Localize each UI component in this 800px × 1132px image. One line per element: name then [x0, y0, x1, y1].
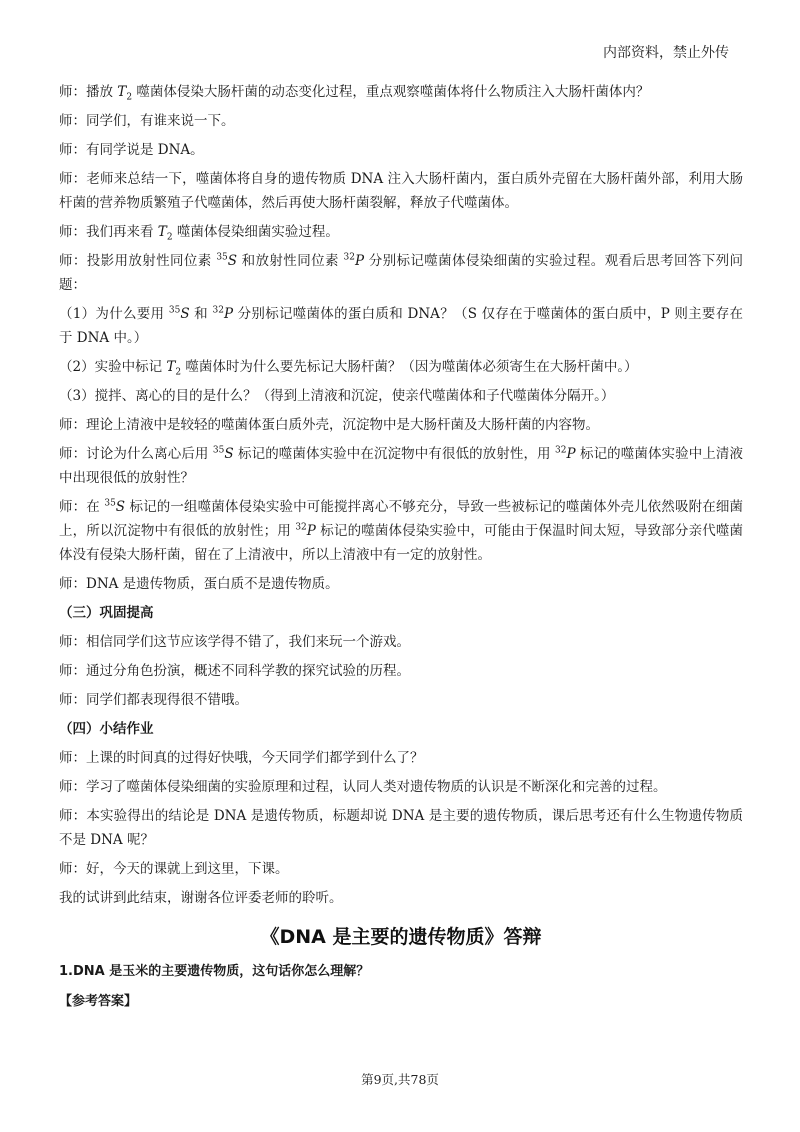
text-run: 分别标记噬菌体的蛋白质和 DNA？（S 仅存在于噬菌体的蛋白质中，P 则主要存在于 DNA 中。）: [59, 306, 743, 346]
paragraph-9: [59, 493, 743, 570]
superscript: 35: [212, 445, 225, 456]
superscript: 35: [168, 305, 181, 316]
text-run: 标记的噬菌体实验中上清液中出现很低的放射性？: [59, 446, 744, 486]
section3-line: 师：通过分角色扮演，概述不同科学教的探究试验的历程。: [59, 663, 410, 679]
text-run: 师：投影用放射性同位素: [59, 253, 217, 269]
italic-symbol: P: [354, 253, 365, 269]
paragraph-5: [59, 218, 743, 247]
section4-line: 师：好，今天的课就上到这里，下课。: [59, 861, 289, 877]
paragraph-1: [59, 78, 743, 107]
section3-line: 师：同学们都表现得很不错哦。: [59, 692, 248, 708]
section4-line: 师：上课的时间真的过得好快哦，今天同学们都学到什么了？: [59, 750, 424, 766]
superscript: 32: [555, 445, 567, 456]
text-run: 师：讨论为什么离心后用: [59, 446, 213, 462]
text-run: 噬菌体侵染大肠杆菌的动态变化过程，重点观察噬菌体将什么物质注入大肠杆菌体内？: [132, 84, 650, 100]
text-run: 噬菌体时为什么要先标记大肠杆菌？（因为噬菌体必须寄生在大肠杆菌中。）: [181, 359, 638, 375]
section4-line: 我的试讲到此结束，谢谢各位评委老师的聆听。: [59, 890, 343, 906]
text-run: 标记的噬菌体侵染实验中，可能由于保温时间太短，导致部分亲代噬菌体没有侵染大肠杆菌，留在了上清液中，所以上清液中有一定的放射性。: [59, 523, 743, 563]
italic-symbol: P: [306, 523, 316, 539]
text-run: 师：播放: [59, 84, 118, 100]
paragraph-2: 师：同学们，有谁来说一下。: [59, 113, 235, 129]
question-2: [59, 353, 743, 382]
text-run: 分别标记噬菌体侵染细菌的实验过程。观看后思考回答下列问题：: [59, 253, 743, 293]
paragraph-10: 师：DNA 是遗传物质，蛋白质不是遗传物质。: [59, 576, 339, 592]
section4-line: 师：学习了噬菌体侵染细菌的实验原理和过程，认同人类对遗传物质的认识是不断深化和完善的过程。: [59, 779, 667, 795]
text-run: 师：我们再来看: [59, 224, 158, 240]
page-number: 第9页,共78页: [361, 1072, 439, 1087]
italic-symbol: S: [224, 446, 234, 462]
text-run: 标记的噬菌体实验中在沉淀物中有很低的放射性，用: [233, 446, 556, 462]
section-heading-summary: （四）小结作业: [59, 721, 154, 737]
superscript: 32: [295, 522, 307, 533]
superscript: 35: [216, 252, 228, 263]
italic-symbol: T: [166, 359, 176, 375]
question-1: [59, 300, 743, 353]
text-run: 标记的一组噬菌体侵染实验中可能搅拌离心不够充分，导致一些被标记的噬菌体外壳儿依然吸附在细菌上，所以沉淀物中有很低的放射性；用: [59, 499, 743, 539]
text-run: （1）为什么要用: [59, 306, 169, 322]
document-body: [59, 78, 743, 1017]
superscript: 32: [212, 305, 224, 316]
italic-symbol: S: [227, 253, 238, 269]
answer-label: 【参考答案】: [59, 994, 138, 1009]
paragraph-4: 师：老师来总结一下，噬菌体将自身的遗传物质 DNA 注入大肠杆菌内，蛋白质外壳留在大肠杆菌外部，利用大肠杆菌的营养物质繁殖子代噬菌体，然后再使大肠杆菌裂解，释放子代噬菌体。: [59, 171, 743, 211]
subscript: 2: [175, 367, 182, 378]
superscript: 35: [104, 498, 116, 509]
italic-symbol: T: [117, 84, 127, 100]
text-run: 和放射性同位素: [237, 253, 344, 269]
paragraph-6: [59, 247, 743, 300]
question-3: （3）搅拌、离心的目的是什么？（得到上清液和沉淀，使亲代噬菌体和子代噬菌体分隔开。）: [59, 388, 615, 404]
text-run: 噬菌体侵染细菌实验过程。: [172, 224, 339, 240]
defense-question: 1.DNA 是玉米的主要遗传物质，这句话你怎么理解？: [59, 964, 370, 979]
defense-title: 《DNA 是主要的遗传物质》答辩: [260, 926, 542, 948]
italic-symbol: S: [180, 306, 190, 322]
text-run: （2）实验中标记: [59, 359, 167, 375]
italic-symbol: P: [223, 306, 234, 322]
italic-symbol: S: [115, 499, 126, 515]
subscript: 2: [126, 92, 133, 103]
paragraph-3: 师：有同学说是 DNA。: [59, 142, 204, 158]
paragraph-8: [59, 440, 743, 493]
confidential-note: 内部资料，禁止外传: [603, 45, 729, 61]
text-run: 和: [189, 306, 213, 322]
section3-line: 师：相信同学们这节应该学得不错了，我们来玩一个游戏。: [59, 634, 410, 650]
paragraph-7: 师：理论上清液中是较轻的噬菌体蛋白质外壳，沉淀物中是大肠杆菌及大肠杆菌的内容物。: [59, 417, 599, 433]
italic-symbol: P: [566, 446, 576, 462]
section4-line: 师：本实验得出的结论是 DNA 是遗传物质，标题却说 DNA 是主要的遗传物质，课后思考还有什么生物遗传物质不是 DNA 呢？: [59, 808, 743, 848]
text-run: 师：在: [59, 499, 105, 515]
italic-symbol: T: [157, 224, 167, 240]
superscript: 32: [343, 252, 355, 263]
subscript: 2: [166, 232, 173, 243]
section-heading-consolidate: （三）巩固提高: [59, 605, 154, 621]
